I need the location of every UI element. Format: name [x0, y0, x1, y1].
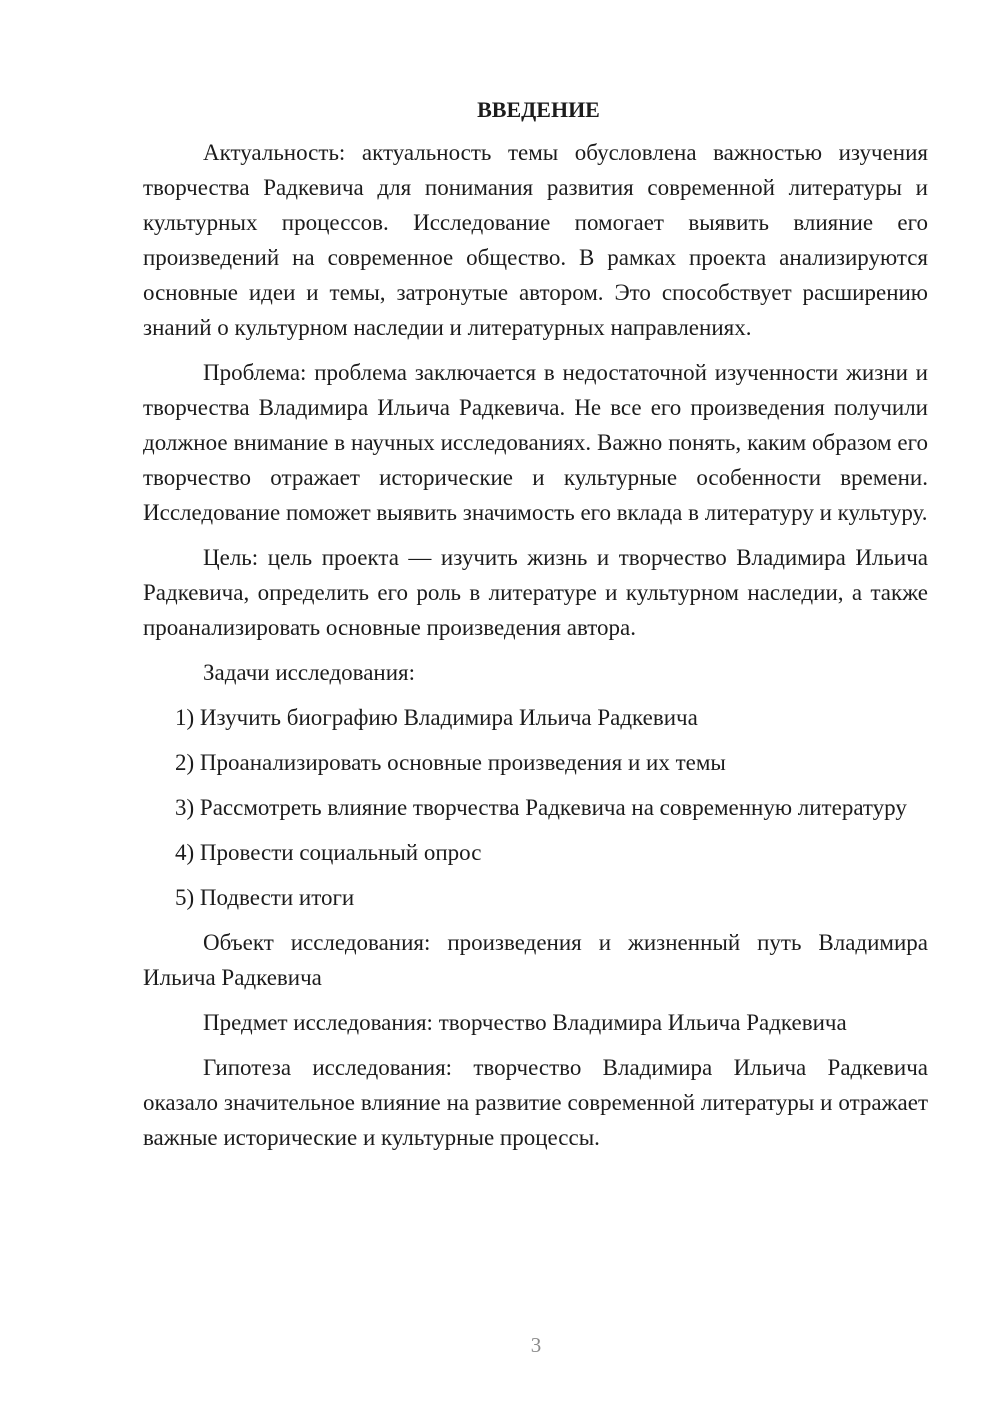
object-paragraph: Объект исследования: произведения и жизненный путь Владимира Ильича Радкевича [143, 930, 928, 990]
goal-paragraph: Цель: цель проекта — изучить жизнь и творчество Владимира Ильича Радкевича, определить его роль в литературе и культурном наследии, а также проанализировать основные произведения автора. [143, 545, 928, 640]
task-item-3: 3) Рассмотреть влияние творчества Радкевича на современную литературу [175, 795, 907, 820]
problem-paragraph: Проблема: проблема заключается в недостаточной изученности жизни и творчества Владимира Ильича Радкевича. Не все его произведения получили должное внимание в научных исследованиях. Важно понять, каким образом его творчество отражает исторические и культурные особенности времени. Исследование поможет выявить значимость его вклада в литературу и культуру. [143, 360, 928, 525]
relevance-paragraph: Актуальность: актуальность темы обусловлена важностью изучения творчества Радкевича для понимания развития современной литературы и культурных процессов. Исследование помогает выявить влияние его произведений на современное общество. В рамках проекта анализируются основные идеи и темы, затронутые автором. Это способствует расширению знаний о культурном наследии и литературных направлениях. [143, 140, 928, 340]
task-item-4: 4) Провести социальный опрос [175, 840, 482, 865]
task-item-1: 1) Изучить биографию Владимира Ильича Радкевича [175, 705, 698, 730]
hypothesis-paragraph: Гипотеза исследования: творчество Владимира Ильича Радкевича оказало значительное влияние на развитие современной литературы и отражает важные исторические и культурные процессы. [143, 1055, 928, 1150]
task-item-2: 2) Проанализировать основные произведения и их темы [175, 750, 726, 775]
tasks-heading: Задачи исследования: [203, 660, 416, 685]
subject-paragraph: Предмет исследования: творчество Владимира Ильича Радкевича [203, 1010, 847, 1035]
document-body [143, 95, 928, 1165]
task-item-5: 5) Подвести итоги [175, 885, 355, 910]
section-title: ВВЕДЕНИЕ [477, 97, 600, 122]
page-number: 3 [530, 1333, 542, 1357]
